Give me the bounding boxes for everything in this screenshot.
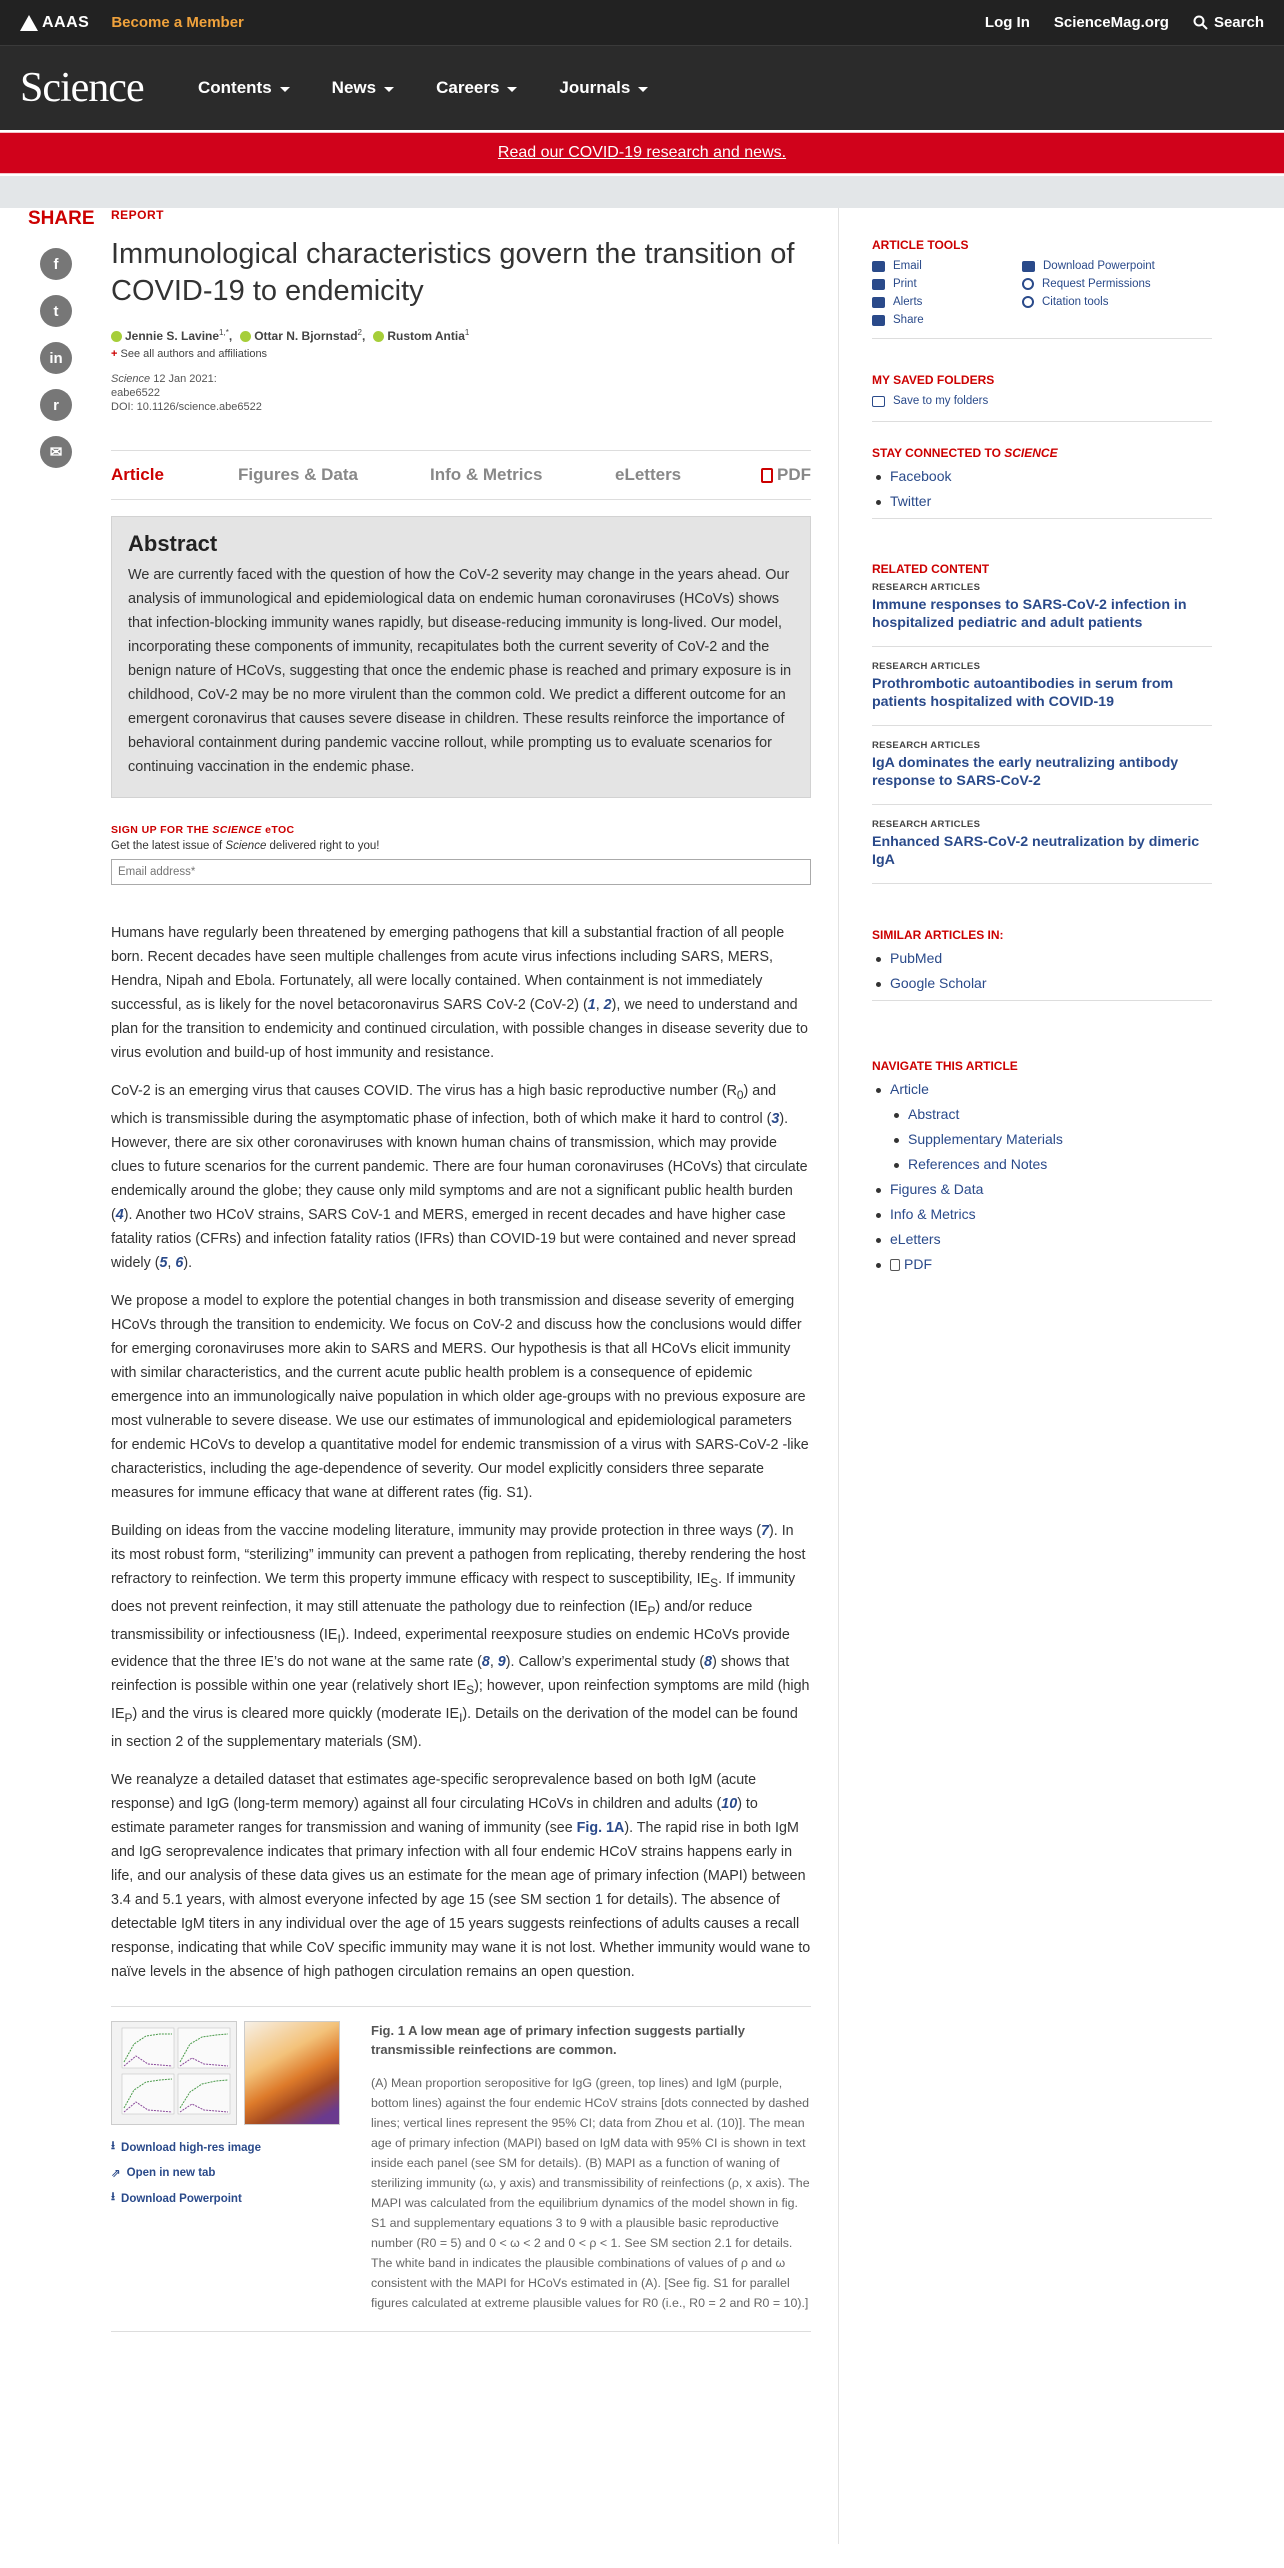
navigate-references[interactable]: References and Notes <box>872 1156 1212 1172</box>
author-list <box>111 328 811 343</box>
globe-icon <box>1022 296 1034 308</box>
tab-article[interactable]: Article <box>111 465 164 484</box>
figure-thumbnail[interactable] <box>111 2021 341 2129</box>
share-column <box>28 208 95 483</box>
open-new-tab-label: Open in new tab <box>126 2167 216 2180</box>
related-item-label: RESEARCH ARTICLES <box>872 661 981 672</box>
nav-news-label: News <box>331 78 377 97</box>
etoc-title-post: eTOC <box>261 824 295 836</box>
author[interactable]: Jennie S. Lavine$^{1,*}$, <box>111 328 232 343</box>
sciencemag-link[interactable]: ScienceMag.org <box>1053 14 1169 31</box>
similar-articles-title: SIMILAR ARTICLES IN: <box>872 928 1004 942</box>
aaas-mark-icon <box>20 15 38 31</box>
share-title: SHARE <box>28 208 95 229</box>
chevron-down-icon <box>638 87 648 92</box>
tab-figures-data[interactable]: Figures & Data <box>238 465 358 484</box>
tab-pdf-label: PDF <box>777 465 811 484</box>
email-field[interactable] <box>111 859 811 885</box>
email-icon[interactable]: ✉ <box>40 436 72 468</box>
article-tools <box>872 238 1212 339</box>
reference-link[interactable]: 3 <box>771 1110 780 1127</box>
divider <box>872 804 1212 805</box>
navigate-abstract[interactable]: Abstract <box>872 1106 1212 1122</box>
see-all-authors-link[interactable] <box>111 348 811 360</box>
covid-banner <box>0 132 1284 174</box>
stay-connected <box>872 446 1212 519</box>
author[interactable]: Ottar N. Bjornstad$^2$, <box>240 328 365 343</box>
save-to-folders-label: Save to my folders <box>893 395 989 407</box>
nav-news[interactable] <box>332 78 394 98</box>
tool-request-permissions[interactable] <box>1022 278 1172 290</box>
tab-pdf[interactable] <box>761 465 811 485</box>
figure-1 <box>111 2006 811 2332</box>
divider <box>872 883 1212 884</box>
reference-link[interactable]: 7 <box>761 1522 769 1539</box>
plus-icon: + <box>111 348 118 360</box>
download-icon: ⭳ <box>111 2191 116 2204</box>
citation-block <box>111 372 811 414</box>
etoc-sub-em: Science <box>225 840 267 852</box>
divider <box>872 518 1212 519</box>
figure-caption <box>371 2021 811 2313</box>
reference-link[interactable]: 8 <box>481 1654 490 1671</box>
tool-print[interactable] <box>872 278 1022 290</box>
tool-label: Download Powerpoint <box>1043 260 1155 272</box>
navigate-supplementary[interactable]: Supplementary Materials <box>872 1131 1212 1147</box>
stay-connected-pre: STAY CONNECTED TO <box>872 446 1005 460</box>
external-link-icon: ⇗ <box>111 2168 121 2181</box>
aaas-logo[interactable] <box>20 14 89 32</box>
tool-email[interactable] <box>872 260 1022 272</box>
article-tools-title: ARTICLE TOOLS <box>872 238 969 252</box>
aaas-text: AAAS <box>42 13 90 31</box>
article-id: eabe6522 <box>111 387 160 399</box>
reference-link[interactable]: 8 <box>704 1654 713 1671</box>
related-content <box>872 562 1212 884</box>
related-content-title: RELATED CONTENT <box>872 562 990 576</box>
etoc-sub-post: delivered right to you! <box>266 840 380 852</box>
author-affiliation: 2 <box>357 328 362 337</box>
email-icon <box>872 261 885 272</box>
tool-alerts[interactable] <box>872 296 1022 308</box>
tool-share[interactable] <box>872 314 1022 326</box>
paragraph: Humans have regularly been threatened by emerging pathogens that kill a substantial fraction of all people born. Recent decades have seen multiple challenges from acute virus infections including SARS, MERS, Hendra, Nipah and Ebola. Fortunately, all were locally contained. When containment is not immediately successful, as is likely for the novel betacoronavirus SARS CoV-2 (CoV-2) (1, 2), we need to understand and plan for the transition to endemicity and continued circulation, with possible changes in disease severity due to virus evolution and build-up of host immunity and resistance. <box>111 925 808 1061</box>
tool-label: Print <box>893 278 917 290</box>
folder-icon <box>872 396 885 407</box>
reference-link[interactable]: 5 <box>159 1254 168 1271</box>
chevron-down-icon <box>384 87 394 92</box>
main-nav <box>0 46 1284 130</box>
print-icon <box>872 279 885 290</box>
nav-journals[interactable] <box>559 78 648 98</box>
chevron-down-icon <box>507 87 517 92</box>
facebook-icon[interactable]: f <box>40 248 72 280</box>
search-label: Search <box>1213 14 1264 31</box>
tool-label: Share <box>893 314 924 326</box>
search-icon <box>1193 15 1208 30</box>
top-bar <box>0 0 1284 46</box>
figure-title: Fig. 1 A low mean age of primary infection suggests partially transmissible reinfections are common. <box>371 2023 745 2058</box>
navigate-info-metrics[interactable]: Info & Metrics <box>872 1206 1212 1222</box>
related-item-title[interactable]: IgA dominates the early neutralizing antibody response to SARS-CoV-2 <box>872 755 1179 789</box>
article-type: REPORT <box>111 208 165 222</box>
divider <box>872 338 1212 339</box>
abstract-heading: Abstract <box>128 531 218 556</box>
related-item-title[interactable]: Immune responses to SARS-CoV-2 infection in hospitalized pediatric and adult patients <box>872 597 1187 631</box>
twitter-link[interactable]: Twitter <box>872 493 1212 509</box>
share-arrow-icon <box>872 315 885 326</box>
navigate-title: NAVIGATE THIS ARTICLE <box>872 1059 1018 1073</box>
navigate-list <box>872 1081 1212 1272</box>
similar-articles-list <box>872 950 1212 991</box>
download-powerpoint-label: Download Powerpoint <box>121 2192 242 2205</box>
article-body <box>111 921 811 1984</box>
covid-banner-link[interactable]: Read our COVID-19 research and news. <box>497 144 787 161</box>
nav-careers[interactable] <box>436 78 517 98</box>
paragraph: We reanalyze a detailed dataset that estimates age-specific seroprevalence based on both IgM (acute response) and IgG (long-term memory) against all four circulating HCoVs in children and adults (10) to estimate parameter ranges for transmission and waning of immunity (see Fig. 1A). The rapid rise in both IgM and IgG seroprevalence indicates that primary infection with all four endemic HCoV strains happens early in life, and our analysis of these data gives us an estimate for the mean age of primary infection (MAPI) between 3.4 and 5.1 years, with almost everyone infected by age 15 (see SM section 1 for details). The absence of detectable IgM titers in any individual over the age of 15 years suggests reinfections of adults causes a recall response, indicating that while CoV specific immunity may wane it is not lost. Whether immunity would wane to naïve levels in the absence of high pathogen circulation remains an open question. <box>111 1772 811 1981</box>
divider <box>872 725 1212 726</box>
figure-panel-a <box>111 2021 237 2125</box>
search-button[interactable] <box>1193 14 1264 31</box>
navigate-figures[interactable]: Figures & Data <box>872 1181 1212 1197</box>
article-title: Immunological characteristics govern the transition of COVID-19 to endemicity <box>111 238 795 307</box>
related-item[interactable] <box>872 740 1212 790</box>
author-affiliation: 1,* <box>219 328 229 337</box>
open-new-tab-button[interactable] <box>111 2166 371 2180</box>
tab-info-metrics[interactable]: Info & Metrics <box>430 465 543 484</box>
etoc-title <box>111 824 811 836</box>
pubmed-link[interactable]: PubMed <box>872 950 1212 966</box>
become-member-link[interactable]: Become a Member <box>111 14 244 31</box>
tool-citation[interactable] <box>1022 296 1172 308</box>
navigate-article[interactable]: Article <box>872 1081 1212 1097</box>
paragraph: We propose a model to explore the potential changes in both transmission and disease severity of emerging HCoVs through the transition to endemicity. We focus on CoV-2 and discuss how the conclusions would differ for emerging coronaviruses more akin to SARS and MERS. Our hypothesis is that all HCoVs elicit immunity with similar characteristics, and the current acute public health problem is a consequence of epidemic emergence into an immunologically naive population in which older age-groups with no previous exposure are most vulnerable to severe disease. We use our estimates of immunological and epidemiological parameters for endemic HCoVs to develop a quantitative model for endemic transmission of a virus with SARS-CoV-2 -like characteristics, including the age-dependence of severity. Our model explicitly considers three separate measures for immune efficacy that wane at different rates (fig. S1). <box>111 1292 809 1501</box>
related-item[interactable] <box>872 819 1212 869</box>
navigate-article <box>872 1059 1212 1281</box>
reference-link[interactable]: 10 <box>721 1796 738 1813</box>
author[interactable] <box>373 328 469 343</box>
see-all-label: See all authors and affiliations <box>120 348 268 360</box>
related-item[interactable] <box>872 661 1212 711</box>
chevron-down-icon <box>280 87 290 92</box>
saved-folders <box>872 373 1212 422</box>
nav-journals-label: Journals <box>559 78 631 97</box>
tool-label: Citation tools <box>1042 296 1109 308</box>
author-name: Rustom Antia <box>387 329 465 343</box>
similar-articles <box>872 928 1212 1001</box>
article-tabs <box>111 450 811 500</box>
facebook-link[interactable]: Facebook <box>872 468 1212 484</box>
navigate-eletters[interactable]: eLetters <box>872 1231 1212 1247</box>
divider <box>872 1000 1212 1001</box>
etoc-subtitle <box>111 840 811 852</box>
login-link[interactable]: Log In <box>984 14 1030 31</box>
tool-label: Email <box>893 260 922 272</box>
download-icon <box>1022 261 1035 272</box>
pdf-icon <box>761 468 773 483</box>
nav-careers-label: Careers <box>436 78 500 97</box>
figure-panel-b <box>244 2021 340 2125</box>
reference-link[interactable]: 2 <box>603 997 612 1013</box>
download-icon: ⭳ <box>111 2140 116 2153</box>
etoc-title-em: SCIENCE <box>212 824 262 836</box>
copyright-icon <box>1022 278 1034 290</box>
orcid-icon <box>240 331 251 342</box>
etoc-title-pre: SIGN UP FOR THE <box>111 824 213 836</box>
download-high-res-label: Download high-res image <box>121 2141 261 2154</box>
related-item[interactable] <box>872 582 1212 632</box>
orcid-icon <box>111 331 122 342</box>
divider <box>872 646 1212 647</box>
science-logo[interactable]: Science <box>20 65 144 111</box>
divider <box>872 421 1212 422</box>
reference-link[interactable]: 1 <box>587 997 596 1013</box>
figure-left <box>111 2021 371 2313</box>
right-sidebar <box>838 208 1284 2544</box>
figure-caption-text: (A) Mean proportion seropositive for IgG (green, top lines) and IgM (purple, bottom lines) against the four endemic HCoV strains [dots connected by dashed lines; vertical lines represent the 95% CI; data from Zhou et al. (10)]. The mean age of primary infection (MAPI) based on IgM data with 95% CI is shown in text inside each panel (see SM for details). (B) MAPI as a function of waning of sterilizing immunity (ω, y axis) and transmissibility of reinfections (ρ, x axis). The MAPI was calculated from the equilibrium dynamics of the model shown in fig. S1 and supplementary equations 3 to 9 with a plausible basic reproductive number (R0 = 5) and 0 < ω < 2 and 0 < ρ < 1. See SM section 2.1 for details. The white band in indicates the plausible combinations of values of ρ and ω consistent with the MAPI for HCoVs estimated in (A). [See fig. S1 for parallel figures calculated at extreme plausible values for R0 (i.e., R0 = 2 and R0 = 10).] <box>371 2076 810 2311</box>
twitter-icon[interactable]: t <box>40 295 72 327</box>
stay-connected-em: SCIENCE <box>1004 446 1058 460</box>
reference-link[interactable]: 6 <box>175 1254 184 1271</box>
tab-eletters[interactable]: eLetters <box>615 465 682 484</box>
publication-date: 12 Jan 2021: <box>153 373 217 385</box>
nav-contents[interactable] <box>198 78 290 98</box>
saved-folders-title: MY SAVED FOLDERS <box>872 373 995 387</box>
nav-contents-label: Contents <box>198 78 272 97</box>
author-name: Jennie S. Lavine <box>125 329 220 343</box>
google-scholar-link[interactable]: Google Scholar <box>872 975 1212 991</box>
bell-icon <box>872 297 885 308</box>
orcid-icon <box>373 331 384 342</box>
related-item-label: RESEARCH ARTICLES <box>872 740 981 751</box>
related-item-title[interactable]: Prothrombotic autoantibodies in serum from patients hospitalized with COVID-19 <box>872 676 1174 710</box>
reference-link[interactable]: 4 <box>115 1206 124 1223</box>
gray-strip <box>0 176 1284 208</box>
etoc-signup <box>111 824 811 885</box>
navigate-pdf-label: PDF <box>904 1256 932 1272</box>
paragraph: CoV-2 is an emerging virus that causes COVID. The virus has a high basic reproductive number $(R_0)$ and which is transmissible during the asymptomatic phase of infection, both of which make it hard to control (3). However, there are six other coronaviruses with known human chains of transmission, which may provide clues to future scenarios for the current pandemic. There are four human coronaviruses (HCoVs) that circulate endemically around the globe; they cause only mild symptoms and are not a significant public health burden (4). Another two HCoV strains, SARS CoV-1 and MERS, emerged in recent decades and have higher case fatality ratios (CFRs) and infection fatality ratios (IFRs) than COVID-19 but were contained and never spread widely (5, 6). <box>111 1083 808 1271</box>
article-main <box>111 208 811 2332</box>
etoc-sub-pre: Get the latest issue of <box>111 840 226 852</box>
paragraph: Building on ideas from the vaccine modeling literature, immunity may provide protection in three ways (7). In its most robust form, “sterilizing” immunity can prevent a pathogen from replicating, thereby rendering the host refractory to reinfection. We term this property immune efficacy with respect to susceptibility, $IE_S$. If immunity does not prevent reinfection, it may still attenuate the pathology due to reinfection $(IE_P)$ and/or reduce transmissibility or infectiousness $(IE_I)$. Indeed, experimental reexposure studies on endemic HCoVs provide evidence that the three IE’s do not wane at the same rate (8, 9). Callow’s experimental study (8) shows that reinfection is possible within one year (relatively short $IE_S$); however, upon reinfection symptoms are mild (high $IE_P$) and the virus is cleared more quickly (moderate $IE_I$). Details on the derivation of the model can be found in section 2 of the supplementary materials (SM). <box>111 1522 810 1751</box>
navigate-pdf[interactable] <box>872 1256 1212 1272</box>
tool-download-powerpoint[interactable] <box>1022 260 1172 272</box>
tool-label: Alerts <box>893 296 923 308</box>
author-affiliation: 1 <box>464 328 470 337</box>
abstract-box <box>111 516 811 798</box>
author-name: Ottar N. Bjornstad <box>254 329 358 343</box>
figure-link[interactable]: Fig. 1A <box>576 1820 625 1837</box>
tool-label: Request Permissions <box>1042 278 1151 290</box>
doi: DOI: 10.1126/science.abe6522 <box>111 401 262 413</box>
stay-connected-list <box>872 468 1212 509</box>
save-to-folders-link[interactable] <box>872 395 1212 407</box>
related-item-label: RESEARCH ARTICLES <box>872 819 981 830</box>
figure-panel-a-plot <box>112 2022 236 2124</box>
download-powerpoint-button[interactable] <box>111 2189 371 2208</box>
article-tools-grid <box>872 260 1212 326</box>
related-item-label: RESEARCH ARTICLES <box>872 582 981 593</box>
journal-name: Science <box>111 373 151 385</box>
related-item-title[interactable]: Enhanced SARS-CoV-2 neutralization by dimeric IgA <box>872 834 1200 868</box>
abstract-text: We are currently faced with the question of how the CoV-2 severity may change in the years ahead. Our analysis of immunological and epidemiological data on endemic human coronaviruses (HCoVs) shows that infection-blocking immunity wanes rapidly, but disease-reducing immunity is long-lived. Our model, incorporating these components of immunity, recapitulates both the current severity of CoV-2 and the benign nature of HCoVs, suggesting that once the endemic phase is reached and primary exposure is in childhood, CoV-2 may be no more virulent than the common cold. We predict a different outcome for an emergent coronavirus that causes severe disease in children. These results reinforce the importance of behavioral containment during pandemic vaccine rollout, while prompting us to evaluate scenarios for continuing vaccination in the endemic phase. <box>128 567 792 775</box>
stay-connected-title <box>872 446 1212 460</box>
pdf-icon <box>890 1259 900 1271</box>
linkedin-icon[interactable]: in <box>40 342 72 374</box>
download-high-res-button[interactable] <box>111 2138 371 2157</box>
reddit-icon[interactable]: r <box>40 389 72 421</box>
reference-link[interactable]: 9 <box>497 1654 506 1671</box>
